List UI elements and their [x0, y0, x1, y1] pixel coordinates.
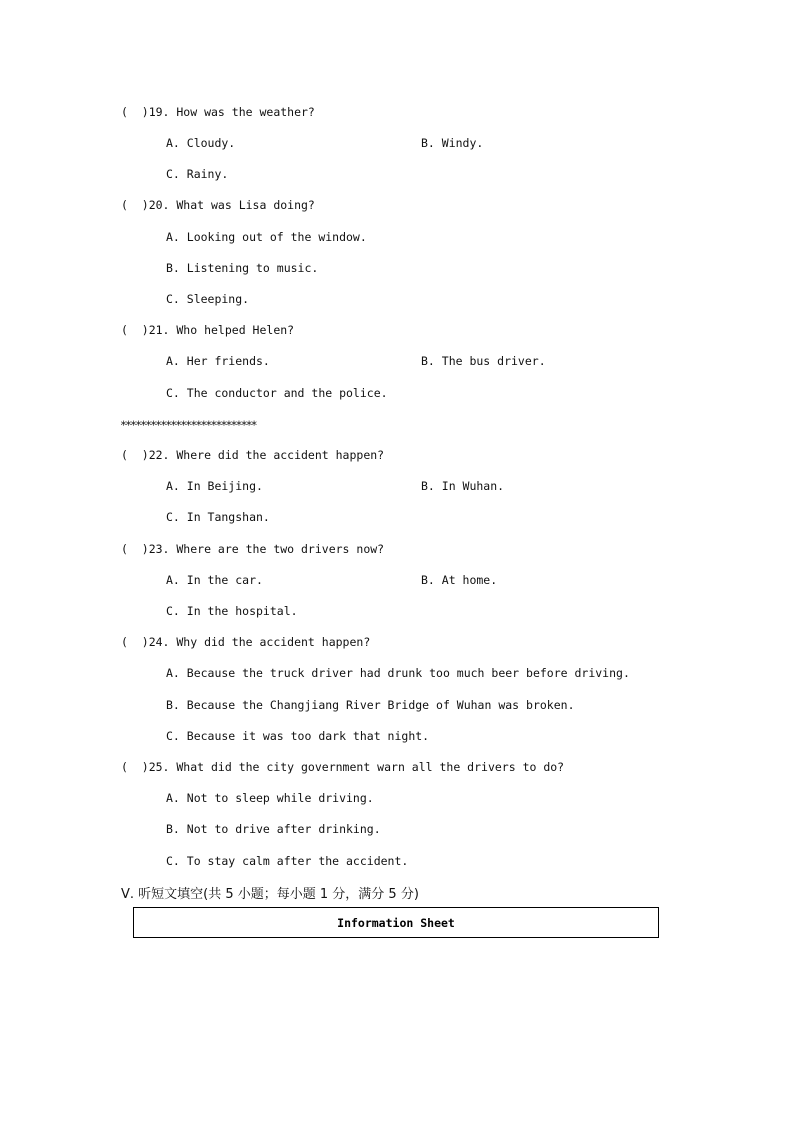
- separator-stars: ***************************: [120, 418, 256, 432]
- section-v-heading: Ⅴ. 听短文填空(共 5 小题；每小题 1 分，满分 5 分): [121, 887, 419, 902]
- question-19-stem: ( )19. How was the weather?: [121, 105, 315, 119]
- question-25-option-c: C. To stay calm after the accident.: [166, 854, 409, 868]
- question-20-option-c: C. Sleeping.: [166, 292, 250, 306]
- question-25-option-a: A. Not to sleep while driving.: [166, 791, 374, 805]
- question-21-stem: ( )21. Who helped Helen?: [121, 323, 295, 337]
- question-24-stem: ( )24. Why did the accident happen?: [121, 635, 371, 649]
- question-21-option-b: B. The bus driver.: [421, 354, 546, 368]
- question-24-option-c: C. Because it was too dark that night.: [166, 729, 430, 743]
- question-19-option-a: A. Cloudy.: [166, 136, 236, 150]
- information-sheet-title: Information Sheet: [337, 915, 455, 930]
- question-25-option-b: B. Not to drive after drinking.: [166, 822, 381, 836]
- question-24-option-a: A. Because the truck driver had drunk too much beer before driving.: [166, 666, 630, 680]
- question-23-stem: ( )23. Where are the two drivers now?: [121, 542, 385, 556]
- question-19-option-c: C. Rainy.: [166, 167, 229, 181]
- question-23-option-b: B. At home.: [421, 573, 498, 587]
- question-21-option-a: A. Her friends.: [166, 354, 270, 368]
- question-22-option-b: B. In Wuhan.: [421, 479, 505, 493]
- question-20-stem: ( )20. What was Lisa doing?: [121, 198, 315, 212]
- question-23-option-c: C. In the hospital.: [166, 604, 298, 618]
- question-23-option-a: A. In the car.: [166, 573, 263, 587]
- question-22-option-a: A. In Beijing.: [166, 479, 263, 493]
- question-21-option-c: C. The conductor and the police.: [166, 386, 388, 400]
- question-24-option-b: B. Because the Changjiang River Bridge of Wuhan was broken.: [166, 698, 575, 712]
- question-20-option-b: B. Listening to music.: [166, 261, 319, 275]
- question-19-option-b: B. Windy.: [421, 136, 484, 150]
- question-25-stem: ( )25. What did the city government warn all the drivers to do?: [121, 760, 565, 774]
- question-20-option-a: A. Looking out of the window.: [166, 230, 367, 244]
- information-sheet-box: [133, 907, 659, 938]
- question-22-stem: ( )22. Where did the accident happen?: [121, 448, 385, 462]
- question-22-option-c: C. In Tangshan.: [166, 510, 270, 524]
